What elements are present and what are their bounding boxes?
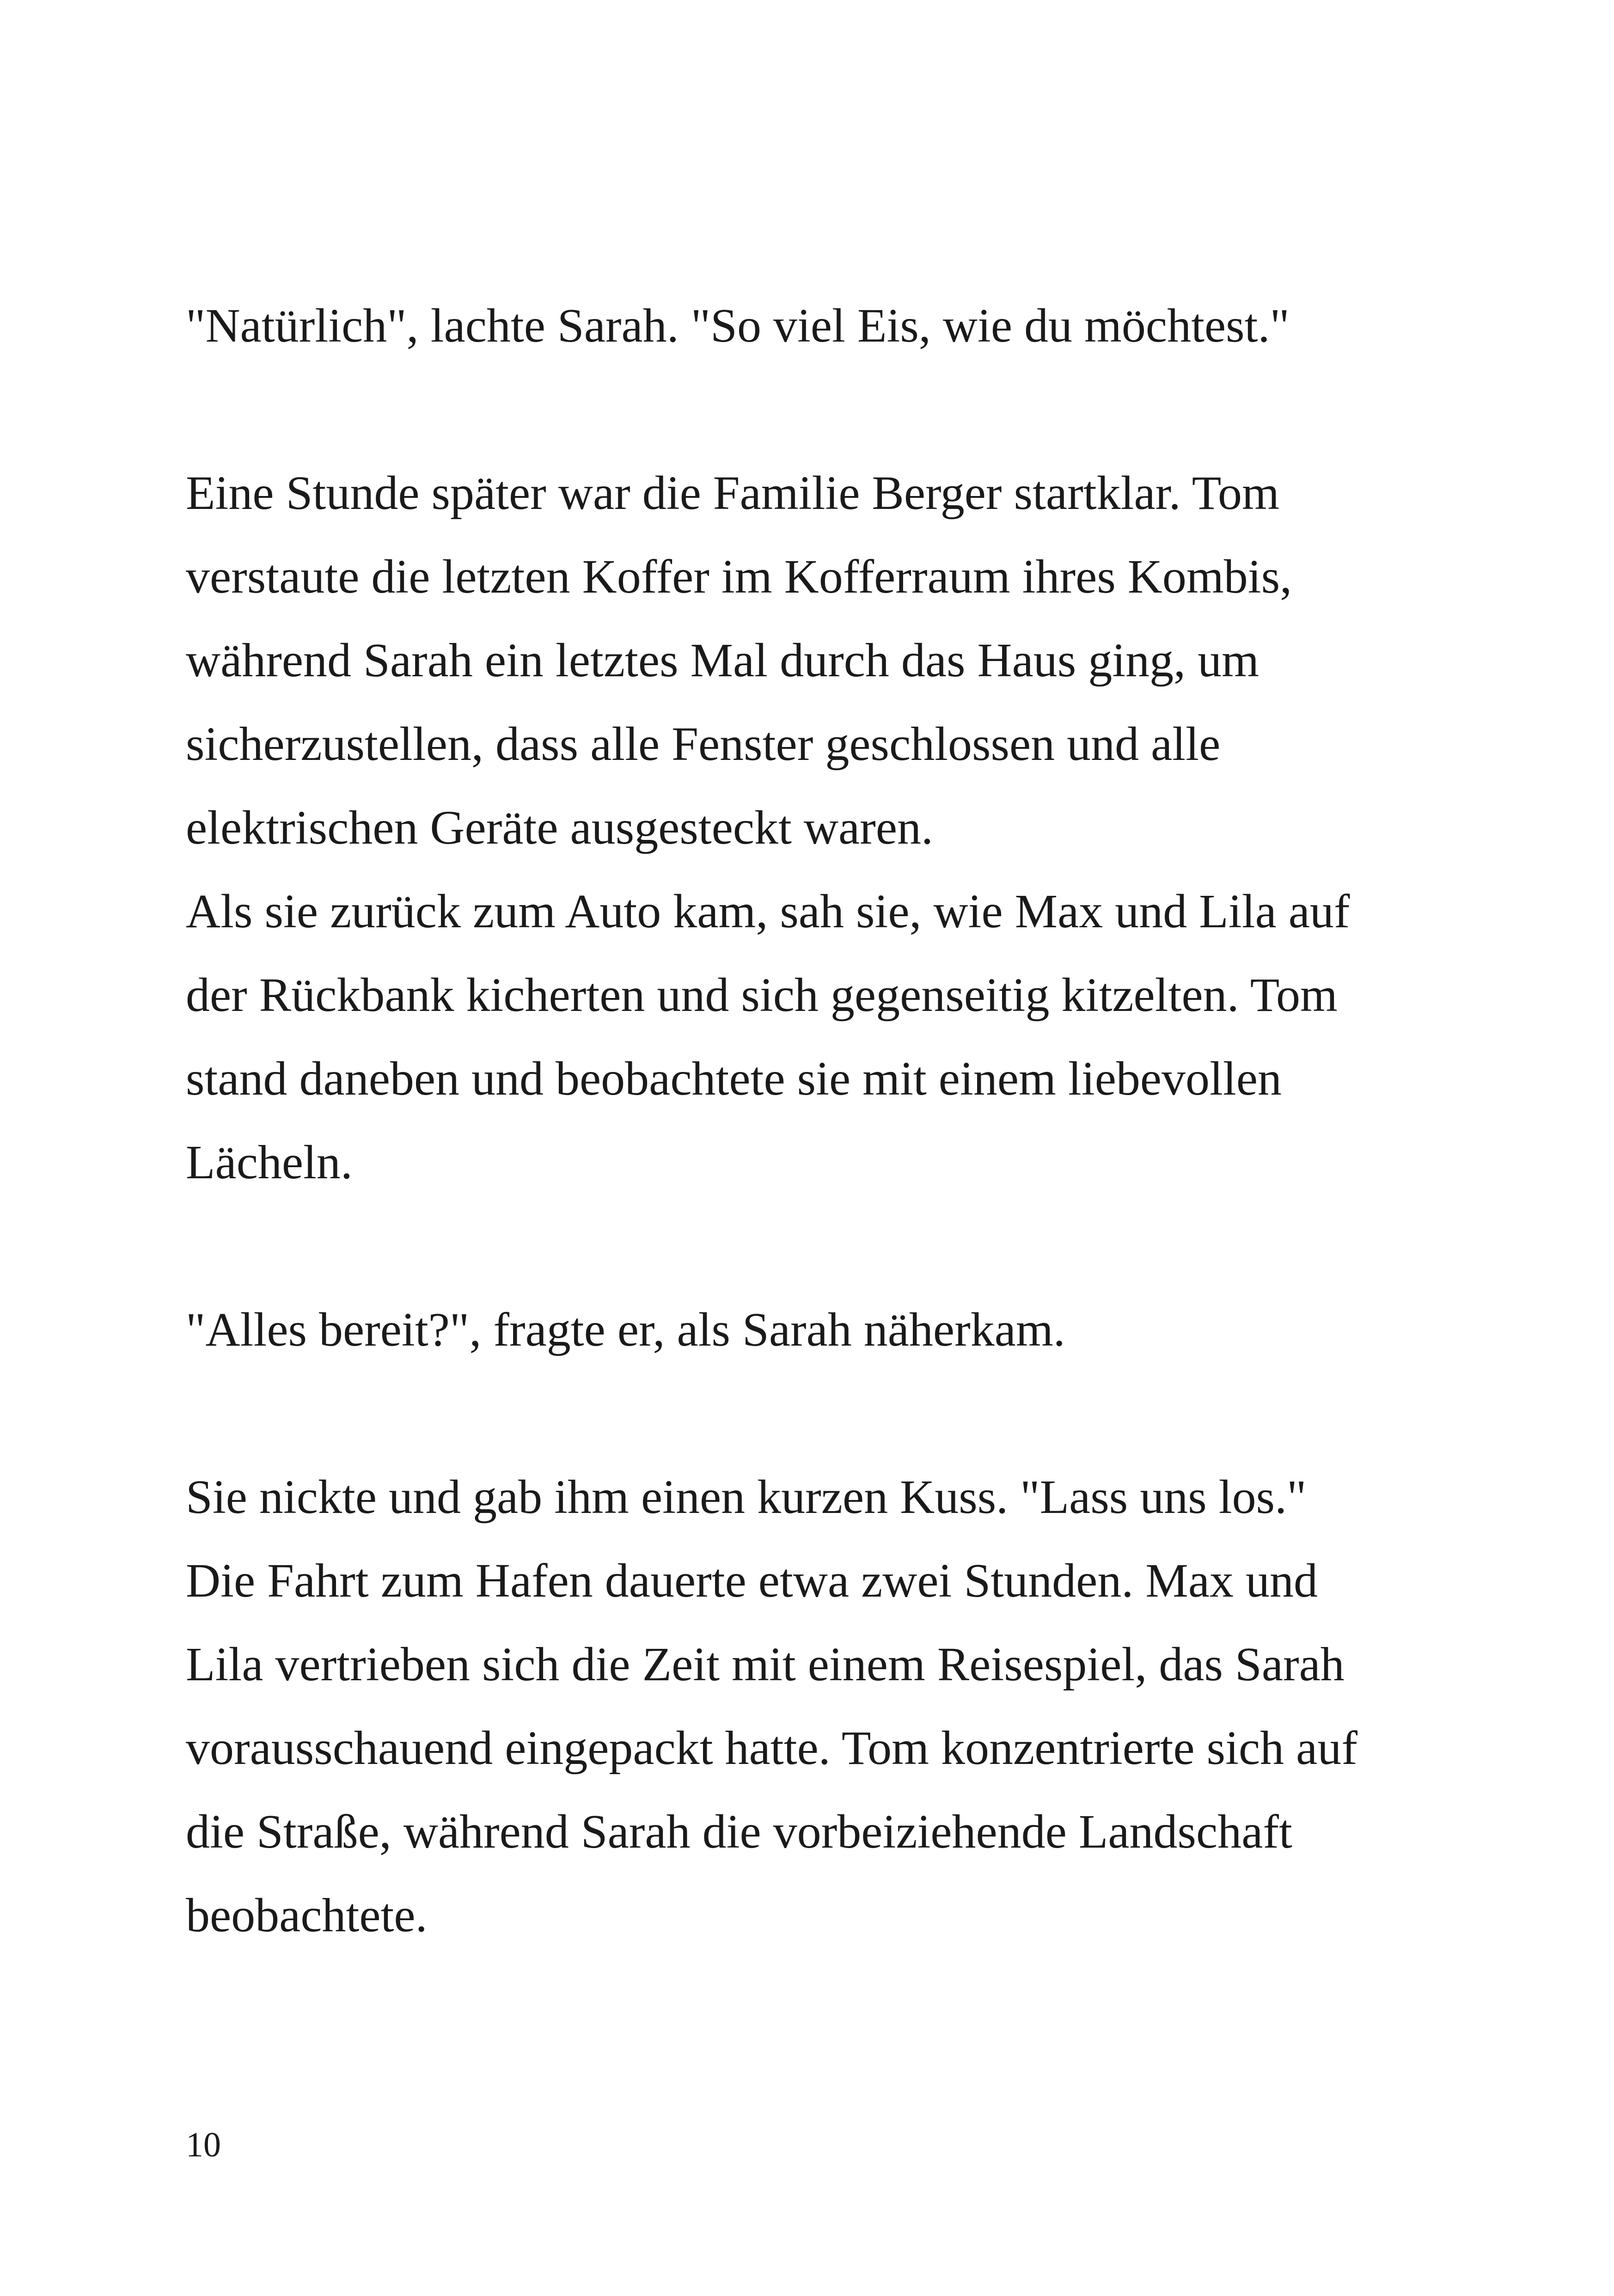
text-line: sicherzustellen, dass alle Fenster geschlossen und alle — [186, 717, 1221, 771]
text-line: die Straße, während Sarah die vorbeiziehende Landschaft — [186, 1805, 1292, 1858]
text-line: beobachtete. — [186, 1889, 428, 1942]
paragraph-gap — [186, 1371, 1480, 1455]
paragraph-gap — [186, 367, 1480, 451]
paragraph — [186, 1539, 1480, 1957]
text-line: Lächeln. — [186, 1136, 353, 1189]
text-line: "Natürlich", lachte Sarah. "So viel Eis, wie du möchtest." — [186, 299, 1290, 352]
text-line: Als sie zurück zum Auto kam, sah sie, wie Max und Lila auf — [186, 885, 1350, 938]
text-line: elektrischen Geräte ausgesteckt waren. — [186, 801, 933, 854]
text-line: Eine Stunde später war die Familie Berger startklar. Tom — [186, 466, 1279, 520]
text-line: der Rückbank kicherten und sich gegenseitig kitzelten. Tom — [186, 968, 1338, 1022]
body-text — [186, 284, 1480, 1957]
paragraph — [186, 1288, 1480, 1371]
page-number: 10 — [186, 2125, 221, 2164]
text-line: "Alles bereit?", fragte er, als Sarah näherkam. — [186, 1303, 1065, 1356]
paragraph-gap — [186, 1204, 1480, 1288]
text-line: Sie nickte und gab ihm einen kurzen Kuss. "Lass uns los." — [186, 1470, 1307, 1524]
paragraph — [186, 284, 1480, 367]
paragraph — [186, 869, 1480, 1204]
text-line: stand daneben und beobachtete sie mit einem liebevollen — [186, 1052, 1282, 1105]
text-line: während Sarah ein letztes Mal durch das Haus ging, um — [186, 634, 1259, 687]
paragraph — [186, 1455, 1480, 1539]
text-line: Lila vertrieben sich die Zeit mit einem Reisespiel, das Sarah — [186, 1638, 1345, 1691]
text-line: vorausschauend eingepackt hatte. Tom konzentrierte sich auf — [186, 1721, 1357, 1775]
text-line: verstaute die letzten Koffer im Kofferraum ihres Kombis, — [186, 550, 1292, 603]
text-line: Die Fahrt zum Hafen dauerte etwa zwei Stunden. Max und — [186, 1554, 1318, 1607]
paragraph — [186, 451, 1480, 869]
